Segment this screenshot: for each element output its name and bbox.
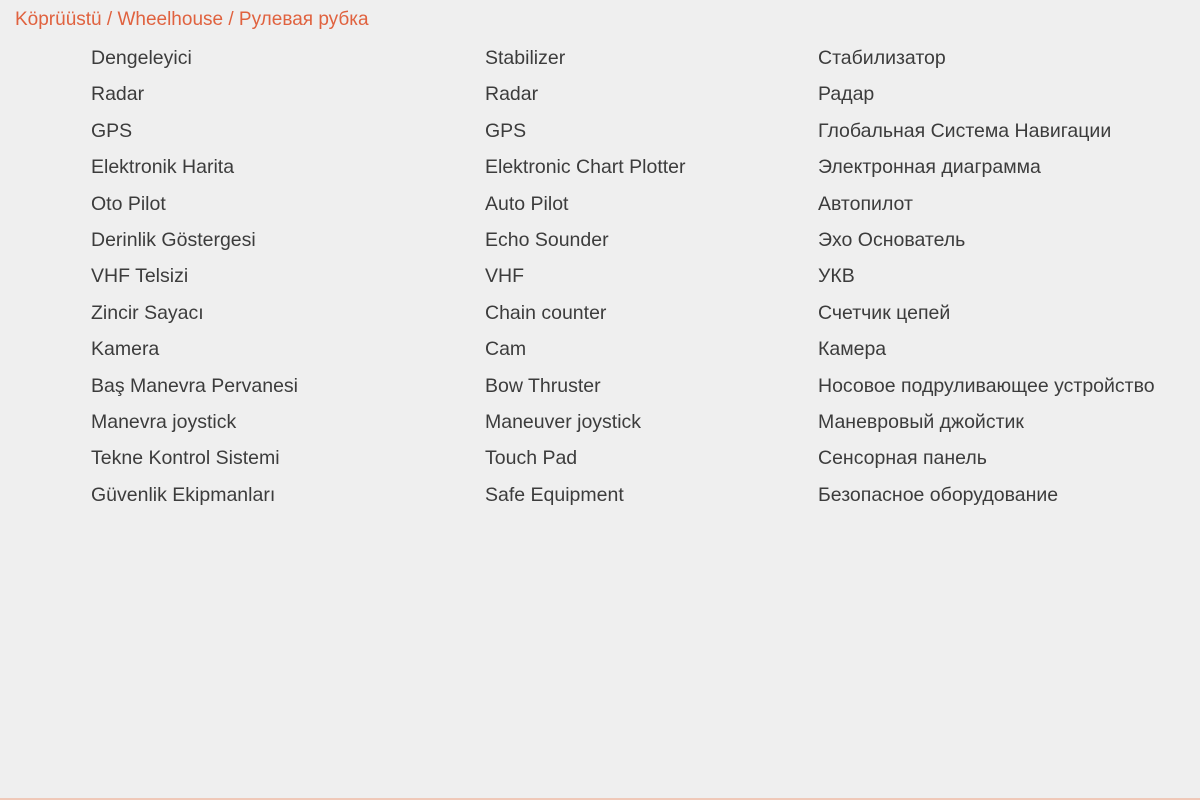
turkish-term: Radar: [91, 83, 145, 106]
table-row: [0, 404, 1200, 440]
russian-term: Автопилот: [818, 192, 913, 215]
turkish-term: Dengeleyici: [91, 47, 192, 69]
russian-term: Стабилизатор: [818, 47, 946, 69]
turkish-term: Baş Manevra Pervanesi: [91, 374, 299, 397]
turkish-term: Oto Pilot: [91, 192, 166, 215]
english-term: Elektronic Chart Plotter: [485, 156, 686, 179]
russian-term: Маневровый джойстик: [818, 410, 1024, 433]
english-term: Auto Pilot: [485, 192, 569, 215]
english-term: Echo Sounder: [485, 228, 609, 251]
russian-term: Глобальная Система Навигации: [818, 119, 1112, 142]
table-row: [0, 440, 1200, 476]
equipment-table: [0, 40, 1200, 513]
turkish-term: Kamera: [91, 338, 160, 361]
russian-term: Безопасное оборудование: [818, 483, 1059, 506]
table-row: [0, 368, 1200, 404]
turkish-term: Güvenlik Ekipmanları: [91, 483, 276, 506]
turkish-term: Elektronik Harita: [91, 156, 235, 179]
table-row: [0, 40, 1200, 76]
russian-term: УКВ: [818, 265, 855, 288]
turkish-term: VHF Telsizi: [91, 265, 189, 288]
table-row: [0, 149, 1200, 185]
russian-term: Радар: [818, 83, 875, 106]
russian-term: Электронная диаграмма: [818, 156, 1041, 179]
turkish-term: GPS: [91, 119, 133, 142]
table-row: [0, 222, 1200, 258]
table-row: [0, 295, 1200, 331]
table-row: [0, 258, 1200, 294]
page-title: Köprüüstü / Wheelhouse / Рулевая рубка: [15, 9, 369, 30]
turkish-term: Tekne Kontrol Sistemi: [91, 447, 280, 470]
turkish-term: Zincir Sayacı: [91, 301, 204, 324]
russian-term: Сенсорная панель: [818, 447, 987, 470]
english-term: Bow Thruster: [485, 374, 601, 397]
english-term: Stabilizer: [485, 47, 566, 69]
english-term: GPS: [485, 119, 527, 142]
english-term: Maneuver joystick: [485, 410, 642, 433]
russian-term: Камера: [818, 338, 887, 361]
russian-term: Счетчик цепей: [818, 301, 951, 324]
table-row: [0, 76, 1200, 112]
english-term: Radar: [485, 83, 539, 106]
turkish-term: Derinlik Göstergesi: [91, 228, 256, 251]
english-term: Chain counter: [485, 301, 607, 324]
english-term: Cam: [485, 338, 527, 361]
table-row: [0, 186, 1200, 222]
english-term: Safe Equipment: [485, 483, 624, 506]
russian-term: Носовое подруливающее устройство: [818, 374, 1155, 397]
english-term: VHF: [485, 265, 524, 288]
english-term: Touch Pad: [485, 447, 578, 470]
table-row: [0, 113, 1200, 149]
table-row: [0, 331, 1200, 367]
turkish-term: Manevra joystick: [91, 410, 237, 433]
table-row: [0, 477, 1200, 513]
russian-term: Эхо Основатель: [818, 228, 966, 251]
